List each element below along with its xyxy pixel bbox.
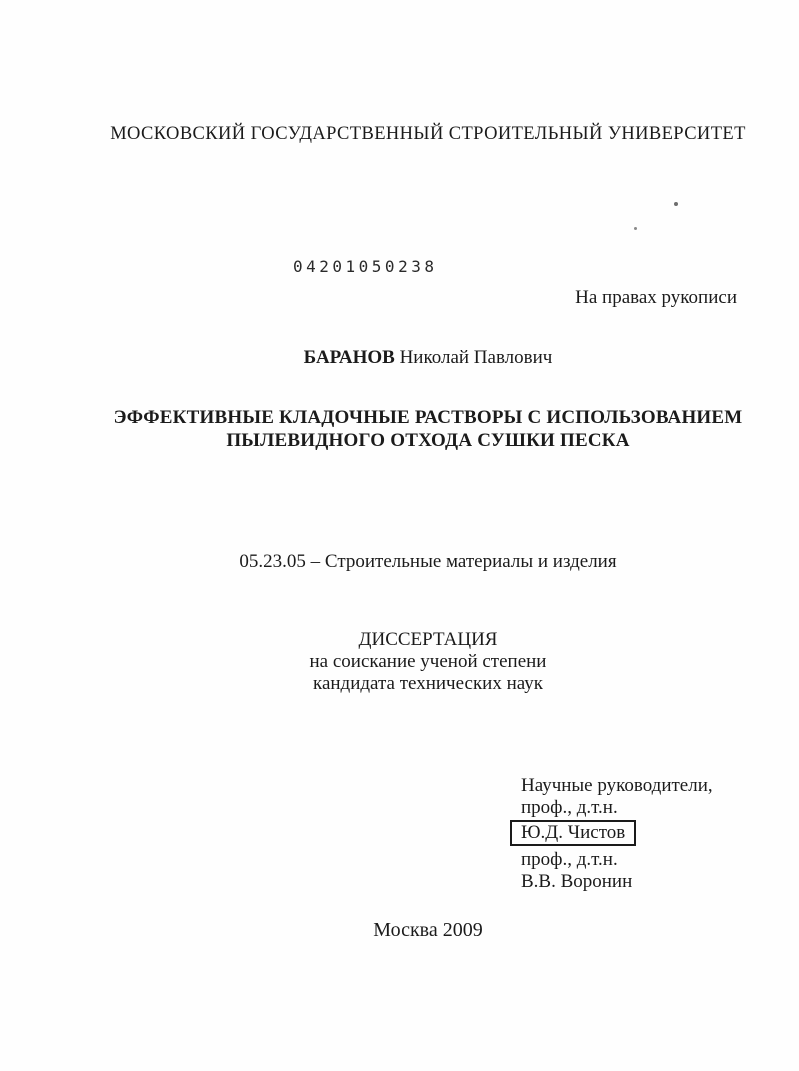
supervisor2-degree: проф., д.т.н. xyxy=(521,849,618,870)
dissertation-purpose-line1: на соискание ученой степени xyxy=(309,651,547,672)
supervisor1-name-boxed: Ю.Д. Чистов xyxy=(510,820,636,846)
supervisors-heading: Научные руководители, xyxy=(521,775,713,796)
university-name: МОСКОВСКИЙ ГОСУДАРСТВЕННЫЙ СТРОИТЕЛЬНЫЙ УНИВЕРСИТЕТ xyxy=(110,124,746,144)
dissertation-heading: ДИССЕРТАЦИЯ xyxy=(358,629,498,650)
author-given-patronymic: Николай Павлович xyxy=(399,347,553,368)
dissertation-title-line2: ПЫЛЕВИДНОГО ОТХОДА СУШКИ ПЕСКА xyxy=(226,430,630,451)
supervisor1-degree: проф., д.т.н. xyxy=(521,797,618,818)
supervisor2-name: В.В. Воронин xyxy=(521,871,633,892)
dissertation-title-line1: ЭФФЕКТИВНЫЕ КЛАДОЧНЫЕ РАСТВОРЫ С ИСПОЛЬЗОВАНИЕМ xyxy=(113,407,743,428)
scan-speck-artifact xyxy=(674,202,678,206)
supervisors-block xyxy=(521,775,713,893)
catalog-number-stamp: 04201050238 xyxy=(293,257,438,276)
dissertation-purpose-line2: кандидата технических наук xyxy=(313,673,543,694)
manuscript-rights-note: На правах рукописи xyxy=(575,287,737,308)
dissertation-title xyxy=(57,406,799,452)
scan-speck-artifact xyxy=(634,227,637,230)
city-year-imprint: Москва 2009 xyxy=(373,919,483,941)
specialty-code-line: 05.23.05 – Строительные материалы и изделия xyxy=(239,551,617,572)
author-surname: БАРАНОВ xyxy=(303,347,395,368)
dissertation-purpose-block xyxy=(57,629,799,695)
author-line xyxy=(57,347,799,369)
